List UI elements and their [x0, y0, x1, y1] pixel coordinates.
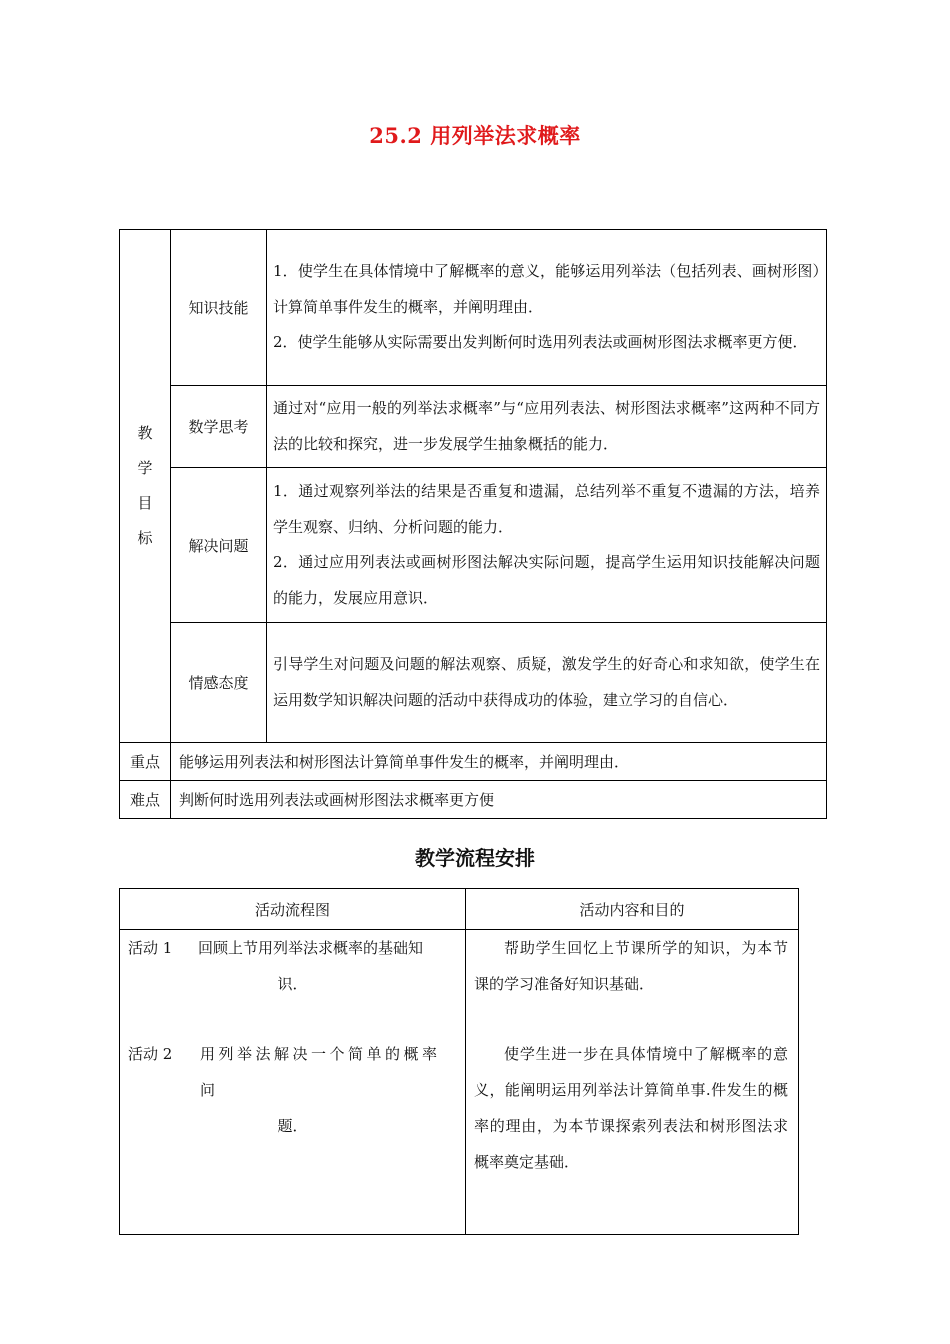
- category-char: 学: [137, 459, 153, 477]
- objective-line: 引导学生对问题及问题的解法观察、质疑，激发学生的好奇心和求知欲，使学生在运用数学知识解决问题的活动中获得成功的体验，建立学习的自信心．: [273, 655, 820, 709]
- activity-text-cont: 题．: [277, 1117, 308, 1135]
- objectives-category: [120, 230, 171, 743]
- flow-table: [119, 888, 799, 1235]
- difficulty-label: 难点: [120, 781, 171, 819]
- category-char: 教: [137, 424, 153, 442]
- difficulty-text: 判断何时选用列表法或画树形图法求概率更方便: [171, 781, 827, 819]
- purpose-paragraph: 帮助学生回忆上节课所学的知识，为本节课的学习准备好知识基础．: [474, 939, 788, 993]
- activity-label: 活动 1: [128, 939, 173, 957]
- objective-line: 通过对“应用一般的列举法求概率”与“应用列表法、树形图法求概率”这两种不同方法的比较和探究，进一步发展学生抽象概括的能力．: [273, 399, 820, 453]
- objective-label: 解决问题: [171, 468, 267, 623]
- objective-line: 1．使学生在具体情境中了解概率的意义，能够运用列举法（包括列表、画树形图）计算简单事件发生的概率，并阐明理由．: [273, 262, 820, 316]
- flow-header: 活动流程图: [120, 889, 466, 930]
- purpose-column: [466, 930, 799, 1235]
- objective-content: [267, 468, 827, 623]
- activity-item: [120, 1036, 465, 1144]
- activity-text: 回顾上节用列举法求概率的基础知: [198, 939, 424, 957]
- section-title: 教学流程安排: [415, 846, 535, 870]
- document-title: 25.2 用列举法求概率: [369, 123, 581, 148]
- activity-column: [120, 930, 466, 1235]
- activity-label: 活动 2: [128, 1045, 173, 1063]
- activity-text-cont: 识．: [277, 975, 308, 993]
- objective-line: 1．通过观察列举法的结果是否重复和遗漏，总结列举不重复不遗漏的方法，培养学生观察、归纳、分析问题的能力．: [273, 482, 820, 536]
- key-point-text: 能够运用列表法和树形图法计算简单事件发生的概率，并阐明理由．: [171, 743, 827, 781]
- objective-content: [267, 230, 827, 386]
- objective-content: [267, 386, 827, 468]
- objective-label: 情感态度: [171, 623, 267, 743]
- objective-content: [267, 623, 827, 743]
- objective-line: 2．通过应用列表法或画树形图法解决实际问题，提高学生运用知识技能解决问题的能力，发展应用意识．: [273, 553, 820, 607]
- category-char: 标: [137, 529, 153, 547]
- activity-text: 用列举法解决一个简单的概率问: [200, 1045, 441, 1099]
- purpose-content: [466, 930, 798, 1180]
- activity-item: [120, 930, 465, 1002]
- flow-header: 活动内容和目的: [466, 889, 799, 930]
- objectives-table: [119, 229, 827, 819]
- objective-label: 数学思考: [171, 386, 267, 468]
- key-point-label: 重点: [120, 743, 171, 781]
- objective-line: 2．使学生能够从实际需要出发判断何时选用列表法或画树形图法求概率更方便．: [273, 333, 808, 352]
- objective-label: 知识技能: [171, 230, 267, 386]
- purpose-paragraph: 使学生进一步在具体情境中了解概率的意义，能阐明运用列举法计算简单事.件发生的概率的理由，为本节课探索列表法和树形图法求概率奠定基础．: [474, 1045, 788, 1171]
- category-char: 目: [137, 494, 153, 512]
